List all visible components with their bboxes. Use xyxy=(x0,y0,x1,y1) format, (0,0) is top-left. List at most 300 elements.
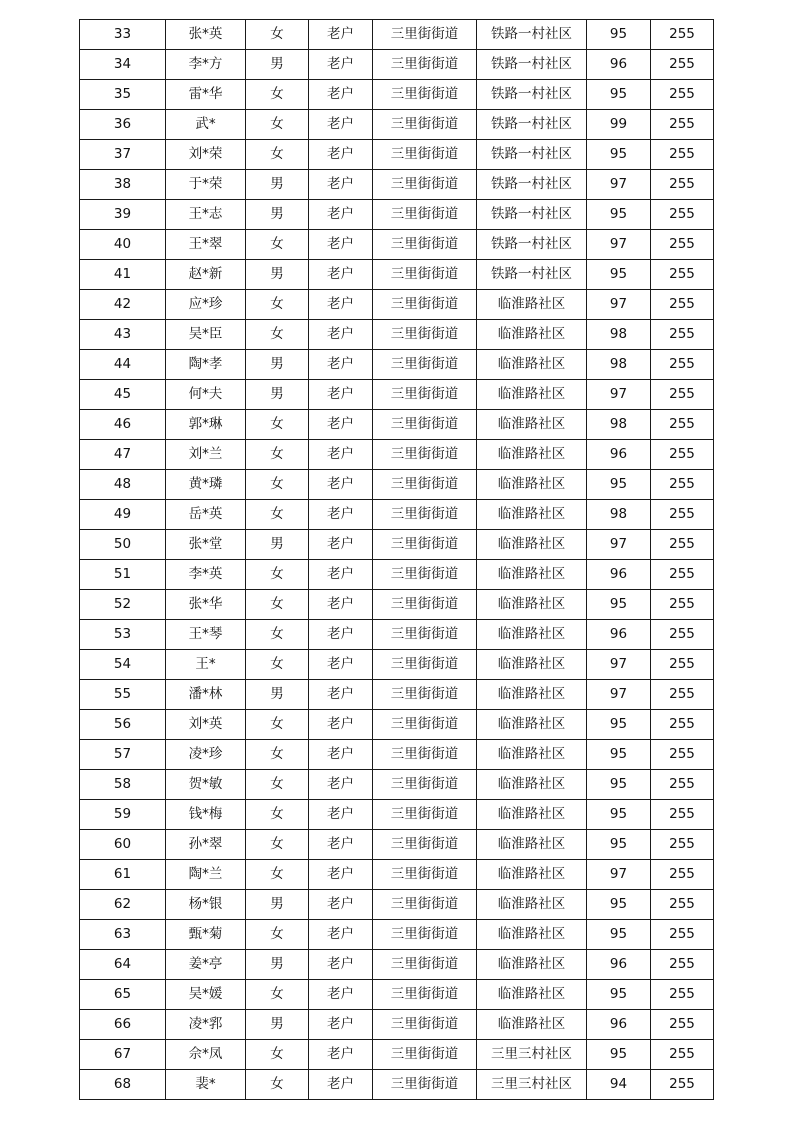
name-cell: 王*琴 xyxy=(166,620,246,650)
table-row xyxy=(80,20,714,50)
age-cell: 97 xyxy=(587,680,651,710)
gender-cell: 女 xyxy=(246,740,309,770)
street-cell: 三里街街道 xyxy=(373,530,477,560)
household-type-cell: 老户 xyxy=(309,140,373,170)
community-cell: 铁路一村社区 xyxy=(477,260,587,290)
amount-cell: 255 xyxy=(651,110,714,140)
name-cell: 刘*兰 xyxy=(166,440,246,470)
row-number-cell: 33 xyxy=(80,20,166,50)
household-type-cell: 老户 xyxy=(309,170,373,200)
data-table-container xyxy=(79,19,713,1100)
household-type-cell: 老户 xyxy=(309,320,373,350)
amount-cell: 255 xyxy=(651,230,714,260)
amount-cell: 255 xyxy=(651,260,714,290)
household-type-cell: 老户 xyxy=(309,620,373,650)
community-cell: 临淮路社区 xyxy=(477,590,587,620)
household-type-cell: 老户 xyxy=(309,110,373,140)
table-row xyxy=(80,620,714,650)
household-type-cell: 老户 xyxy=(309,560,373,590)
row-number-cell: 50 xyxy=(80,530,166,560)
row-number-cell: 63 xyxy=(80,920,166,950)
table-row xyxy=(80,800,714,830)
row-number-cell: 37 xyxy=(80,140,166,170)
gender-cell: 女 xyxy=(246,560,309,590)
street-cell: 三里街街道 xyxy=(373,320,477,350)
name-cell: 黄*璘 xyxy=(166,470,246,500)
amount-cell: 255 xyxy=(651,500,714,530)
street-cell: 三里街街道 xyxy=(373,290,477,320)
age-cell: 95 xyxy=(587,740,651,770)
row-number-cell: 49 xyxy=(80,500,166,530)
community-cell: 临淮路社区 xyxy=(477,410,587,440)
community-cell: 临淮路社区 xyxy=(477,560,587,590)
row-number-cell: 52 xyxy=(80,590,166,620)
age-cell: 96 xyxy=(587,950,651,980)
street-cell: 三里街街道 xyxy=(373,1010,477,1040)
community-cell: 铁路一村社区 xyxy=(477,110,587,140)
age-cell: 97 xyxy=(587,650,651,680)
row-number-cell: 47 xyxy=(80,440,166,470)
household-type-cell: 老户 xyxy=(309,530,373,560)
age-cell: 95 xyxy=(587,800,651,830)
street-cell: 三里街街道 xyxy=(373,650,477,680)
age-cell: 97 xyxy=(587,230,651,260)
gender-cell: 女 xyxy=(246,410,309,440)
name-cell: 刘*荣 xyxy=(166,140,246,170)
street-cell: 三里街街道 xyxy=(373,500,477,530)
street-cell: 三里街街道 xyxy=(373,680,477,710)
street-cell: 三里街街道 xyxy=(373,200,477,230)
gender-cell: 男 xyxy=(246,200,309,230)
household-type-cell: 老户 xyxy=(309,800,373,830)
gender-cell: 男 xyxy=(246,530,309,560)
amount-cell: 255 xyxy=(651,290,714,320)
community-cell: 临淮路社区 xyxy=(477,890,587,920)
table-row xyxy=(80,260,714,290)
table-row xyxy=(80,920,714,950)
gender-cell: 女 xyxy=(246,320,309,350)
street-cell: 三里街街道 xyxy=(373,800,477,830)
name-cell: 裴* xyxy=(166,1070,246,1100)
community-cell: 临淮路社区 xyxy=(477,650,587,680)
age-cell: 98 xyxy=(587,350,651,380)
amount-cell: 255 xyxy=(651,170,714,200)
row-number-cell: 35 xyxy=(80,80,166,110)
data-table xyxy=(79,19,714,1100)
age-cell: 95 xyxy=(587,710,651,740)
community-cell: 临淮路社区 xyxy=(477,830,587,860)
age-cell: 96 xyxy=(587,560,651,590)
gender-cell: 女 xyxy=(246,440,309,470)
age-cell: 96 xyxy=(587,50,651,80)
table-row xyxy=(80,500,714,530)
amount-cell: 255 xyxy=(651,860,714,890)
table-body xyxy=(80,20,714,1100)
name-cell: 陶*兰 xyxy=(166,860,246,890)
community-cell: 三里三村社区 xyxy=(477,1070,587,1100)
row-number-cell: 53 xyxy=(80,620,166,650)
amount-cell: 255 xyxy=(651,1010,714,1040)
community-cell: 临淮路社区 xyxy=(477,920,587,950)
gender-cell: 男 xyxy=(246,950,309,980)
table-row xyxy=(80,230,714,260)
gender-cell: 男 xyxy=(246,1010,309,1040)
household-type-cell: 老户 xyxy=(309,350,373,380)
name-cell: 佘*凤 xyxy=(166,1040,246,1070)
name-cell: 姜*亭 xyxy=(166,950,246,980)
age-cell: 96 xyxy=(587,440,651,470)
household-type-cell: 老户 xyxy=(309,410,373,440)
name-cell: 孙*翠 xyxy=(166,830,246,860)
name-cell: 王*翠 xyxy=(166,230,246,260)
row-number-cell: 59 xyxy=(80,800,166,830)
age-cell: 95 xyxy=(587,470,651,500)
community-cell: 临淮路社区 xyxy=(477,350,587,380)
row-number-cell: 68 xyxy=(80,1070,166,1100)
community-cell: 临淮路社区 xyxy=(477,380,587,410)
household-type-cell: 老户 xyxy=(309,290,373,320)
name-cell: 李*方 xyxy=(166,50,246,80)
amount-cell: 255 xyxy=(651,560,714,590)
gender-cell: 男 xyxy=(246,680,309,710)
table-row xyxy=(80,710,714,740)
row-number-cell: 57 xyxy=(80,740,166,770)
row-number-cell: 38 xyxy=(80,170,166,200)
amount-cell: 255 xyxy=(651,320,714,350)
gender-cell: 女 xyxy=(246,860,309,890)
community-cell: 临淮路社区 xyxy=(477,1010,587,1040)
row-number-cell: 48 xyxy=(80,470,166,500)
name-cell: 李*英 xyxy=(166,560,246,590)
street-cell: 三里街街道 xyxy=(373,80,477,110)
household-type-cell: 老户 xyxy=(309,740,373,770)
row-number-cell: 51 xyxy=(80,560,166,590)
gender-cell: 男 xyxy=(246,50,309,80)
age-cell: 95 xyxy=(587,1040,651,1070)
age-cell: 95 xyxy=(587,80,651,110)
gender-cell: 女 xyxy=(246,980,309,1010)
community-cell: 临淮路社区 xyxy=(477,980,587,1010)
household-type-cell: 老户 xyxy=(309,230,373,260)
household-type-cell: 老户 xyxy=(309,470,373,500)
gender-cell: 男 xyxy=(246,260,309,290)
community-cell: 临淮路社区 xyxy=(477,620,587,650)
age-cell: 96 xyxy=(587,620,651,650)
community-cell: 临淮路社区 xyxy=(477,860,587,890)
table-row xyxy=(80,80,714,110)
table-row xyxy=(80,860,714,890)
amount-cell: 255 xyxy=(651,530,714,560)
street-cell: 三里街街道 xyxy=(373,710,477,740)
household-type-cell: 老户 xyxy=(309,50,373,80)
name-cell: 甄*菊 xyxy=(166,920,246,950)
name-cell: 凌*珍 xyxy=(166,740,246,770)
household-type-cell: 老户 xyxy=(309,260,373,290)
name-cell: 吴*媛 xyxy=(166,980,246,1010)
table-row xyxy=(80,140,714,170)
age-cell: 95 xyxy=(587,20,651,50)
age-cell: 98 xyxy=(587,320,651,350)
age-cell: 95 xyxy=(587,980,651,1010)
table-row xyxy=(80,980,714,1010)
street-cell: 三里街街道 xyxy=(373,470,477,500)
street-cell: 三里街街道 xyxy=(373,1040,477,1070)
age-cell: 98 xyxy=(587,410,651,440)
community-cell: 铁路一村社区 xyxy=(477,140,587,170)
name-cell: 钱*梅 xyxy=(166,800,246,830)
name-cell: 潘*林 xyxy=(166,680,246,710)
age-cell: 95 xyxy=(587,260,651,290)
gender-cell: 女 xyxy=(246,620,309,650)
amount-cell: 255 xyxy=(651,710,714,740)
community-cell: 铁路一村社区 xyxy=(477,80,587,110)
row-number-cell: 64 xyxy=(80,950,166,980)
gender-cell: 女 xyxy=(246,290,309,320)
street-cell: 三里街街道 xyxy=(373,950,477,980)
age-cell: 97 xyxy=(587,170,651,200)
age-cell: 95 xyxy=(587,590,651,620)
name-cell: 凌*郛 xyxy=(166,1010,246,1040)
gender-cell: 女 xyxy=(246,20,309,50)
household-type-cell: 老户 xyxy=(309,680,373,710)
street-cell: 三里街街道 xyxy=(373,620,477,650)
amount-cell: 255 xyxy=(651,620,714,650)
name-cell: 杨*银 xyxy=(166,890,246,920)
community-cell: 临淮路社区 xyxy=(477,740,587,770)
age-cell: 99 xyxy=(587,110,651,140)
street-cell: 三里街街道 xyxy=(373,20,477,50)
row-number-cell: 58 xyxy=(80,770,166,800)
row-number-cell: 39 xyxy=(80,200,166,230)
street-cell: 三里街街道 xyxy=(373,350,477,380)
amount-cell: 255 xyxy=(651,200,714,230)
name-cell: 何*夫 xyxy=(166,380,246,410)
household-type-cell: 老户 xyxy=(309,500,373,530)
name-cell: 应*珍 xyxy=(166,290,246,320)
amount-cell: 255 xyxy=(651,350,714,380)
household-type-cell: 老户 xyxy=(309,1070,373,1100)
row-number-cell: 54 xyxy=(80,650,166,680)
gender-cell: 男 xyxy=(246,890,309,920)
name-cell: 王* xyxy=(166,650,246,680)
street-cell: 三里街街道 xyxy=(373,380,477,410)
household-type-cell: 老户 xyxy=(309,950,373,980)
table-row xyxy=(80,770,714,800)
household-type-cell: 老户 xyxy=(309,20,373,50)
street-cell: 三里街街道 xyxy=(373,560,477,590)
table-row xyxy=(80,320,714,350)
gender-cell: 女 xyxy=(246,1070,309,1100)
row-number-cell: 60 xyxy=(80,830,166,860)
amount-cell: 255 xyxy=(651,410,714,440)
household-type-cell: 老户 xyxy=(309,650,373,680)
name-cell: 于*荣 xyxy=(166,170,246,200)
community-cell: 临淮路社区 xyxy=(477,320,587,350)
street-cell: 三里街街道 xyxy=(373,260,477,290)
street-cell: 三里街街道 xyxy=(373,980,477,1010)
table-row xyxy=(80,290,714,320)
name-cell: 陶*孝 xyxy=(166,350,246,380)
community-cell: 铁路一村社区 xyxy=(477,20,587,50)
table-row xyxy=(80,50,714,80)
gender-cell: 女 xyxy=(246,920,309,950)
household-type-cell: 老户 xyxy=(309,1010,373,1040)
name-cell: 王*志 xyxy=(166,200,246,230)
amount-cell: 255 xyxy=(651,80,714,110)
street-cell: 三里街街道 xyxy=(373,410,477,440)
street-cell: 三里街街道 xyxy=(373,830,477,860)
age-cell: 97 xyxy=(587,860,651,890)
name-cell: 赵*新 xyxy=(166,260,246,290)
household-type-cell: 老户 xyxy=(309,380,373,410)
age-cell: 95 xyxy=(587,890,651,920)
age-cell: 98 xyxy=(587,500,651,530)
household-type-cell: 老户 xyxy=(309,710,373,740)
amount-cell: 255 xyxy=(651,920,714,950)
gender-cell: 女 xyxy=(246,650,309,680)
household-type-cell: 老户 xyxy=(309,1040,373,1070)
row-number-cell: 34 xyxy=(80,50,166,80)
age-cell: 95 xyxy=(587,920,651,950)
gender-cell: 女 xyxy=(246,80,309,110)
community-cell: 临淮路社区 xyxy=(477,500,587,530)
amount-cell: 255 xyxy=(651,470,714,500)
age-cell: 95 xyxy=(587,140,651,170)
age-cell: 95 xyxy=(587,830,651,860)
community-cell: 临淮路社区 xyxy=(477,680,587,710)
name-cell: 贺*敏 xyxy=(166,770,246,800)
table-row xyxy=(80,650,714,680)
row-number-cell: 40 xyxy=(80,230,166,260)
amount-cell: 255 xyxy=(651,830,714,860)
table-row xyxy=(80,740,714,770)
name-cell: 雷*华 xyxy=(166,80,246,110)
street-cell: 三里街街道 xyxy=(373,740,477,770)
table-row xyxy=(80,1010,714,1040)
amount-cell: 255 xyxy=(651,800,714,830)
row-number-cell: 61 xyxy=(80,860,166,890)
community-cell: 临淮路社区 xyxy=(477,470,587,500)
row-number-cell: 43 xyxy=(80,320,166,350)
amount-cell: 255 xyxy=(651,980,714,1010)
name-cell: 郭*琳 xyxy=(166,410,246,440)
table-row xyxy=(80,170,714,200)
gender-cell: 女 xyxy=(246,1040,309,1070)
household-type-cell: 老户 xyxy=(309,590,373,620)
row-number-cell: 67 xyxy=(80,1040,166,1070)
table-row xyxy=(80,470,714,500)
row-number-cell: 66 xyxy=(80,1010,166,1040)
gender-cell: 女 xyxy=(246,110,309,140)
amount-cell: 255 xyxy=(651,650,714,680)
street-cell: 三里街街道 xyxy=(373,770,477,800)
name-cell: 吴*臣 xyxy=(166,320,246,350)
household-type-cell: 老户 xyxy=(309,860,373,890)
community-cell: 临淮路社区 xyxy=(477,290,587,320)
amount-cell: 255 xyxy=(651,1040,714,1070)
table-row xyxy=(80,200,714,230)
gender-cell: 女 xyxy=(246,470,309,500)
community-cell: 临淮路社区 xyxy=(477,950,587,980)
community-cell: 临淮路社区 xyxy=(477,440,587,470)
amount-cell: 255 xyxy=(651,890,714,920)
amount-cell: 255 xyxy=(651,50,714,80)
amount-cell: 255 xyxy=(651,950,714,980)
table-row xyxy=(80,590,714,620)
table-row xyxy=(80,410,714,440)
table-row xyxy=(80,560,714,590)
name-cell: 张*堂 xyxy=(166,530,246,560)
table-row xyxy=(80,350,714,380)
age-cell: 94 xyxy=(587,1070,651,1100)
table-row xyxy=(80,890,714,920)
household-type-cell: 老户 xyxy=(309,920,373,950)
street-cell: 三里街街道 xyxy=(373,50,477,80)
street-cell: 三里街街道 xyxy=(373,170,477,200)
amount-cell: 255 xyxy=(651,140,714,170)
table-row xyxy=(80,950,714,980)
community-cell: 临淮路社区 xyxy=(477,800,587,830)
gender-cell: 女 xyxy=(246,830,309,860)
amount-cell: 255 xyxy=(651,590,714,620)
community-cell: 临淮路社区 xyxy=(477,530,587,560)
table-row xyxy=(80,440,714,470)
age-cell: 97 xyxy=(587,290,651,320)
table-row xyxy=(80,830,714,860)
street-cell: 三里街街道 xyxy=(373,110,477,140)
age-cell: 97 xyxy=(587,530,651,560)
row-number-cell: 62 xyxy=(80,890,166,920)
row-number-cell: 56 xyxy=(80,710,166,740)
gender-cell: 女 xyxy=(246,230,309,260)
street-cell: 三里街街道 xyxy=(373,1070,477,1100)
household-type-cell: 老户 xyxy=(309,830,373,860)
gender-cell: 女 xyxy=(246,710,309,740)
name-cell: 张*英 xyxy=(166,20,246,50)
table-row xyxy=(80,380,714,410)
community-cell: 临淮路社区 xyxy=(477,710,587,740)
street-cell: 三里街街道 xyxy=(373,860,477,890)
row-number-cell: 41 xyxy=(80,260,166,290)
table-row xyxy=(80,530,714,560)
amount-cell: 255 xyxy=(651,680,714,710)
community-cell: 铁路一村社区 xyxy=(477,200,587,230)
street-cell: 三里街街道 xyxy=(373,230,477,260)
household-type-cell: 老户 xyxy=(309,440,373,470)
gender-cell: 男 xyxy=(246,350,309,380)
age-cell: 95 xyxy=(587,200,651,230)
community-cell: 临淮路社区 xyxy=(477,770,587,800)
gender-cell: 女 xyxy=(246,770,309,800)
gender-cell: 男 xyxy=(246,380,309,410)
household-type-cell: 老户 xyxy=(309,980,373,1010)
name-cell: 岳*英 xyxy=(166,500,246,530)
row-number-cell: 42 xyxy=(80,290,166,320)
community-cell: 铁路一村社区 xyxy=(477,50,587,80)
table-row xyxy=(80,1040,714,1070)
row-number-cell: 44 xyxy=(80,350,166,380)
name-cell: 张*华 xyxy=(166,590,246,620)
amount-cell: 255 xyxy=(651,1070,714,1100)
row-number-cell: 45 xyxy=(80,380,166,410)
row-number-cell: 65 xyxy=(80,980,166,1010)
gender-cell: 女 xyxy=(246,590,309,620)
street-cell: 三里街街道 xyxy=(373,920,477,950)
row-number-cell: 55 xyxy=(80,680,166,710)
table-row xyxy=(80,1070,714,1100)
street-cell: 三里街街道 xyxy=(373,590,477,620)
street-cell: 三里街街道 xyxy=(373,890,477,920)
